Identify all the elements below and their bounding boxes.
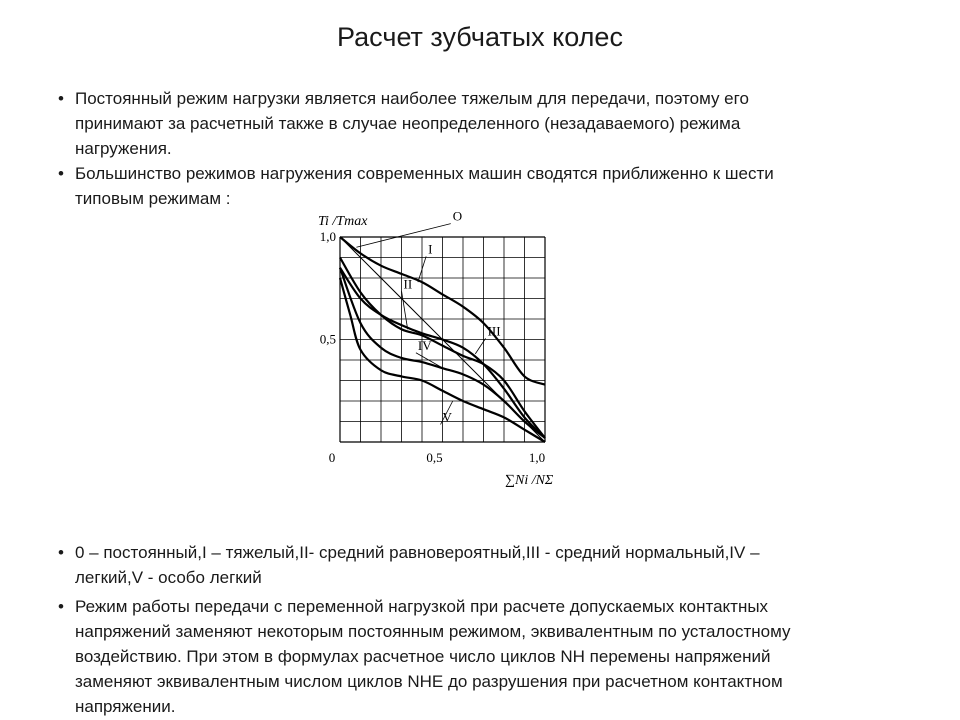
bullet-item [58,540,918,590]
series-label: I [428,241,433,257]
x-tick-label: 0,5 [426,450,443,465]
bullet-text: 0 – постоянный,I – тяжелый,II- средний равновероятный,III - средний нормальный,IV – легкий,V - особо легкий [75,543,760,587]
y-tick-label: 0,5 [319,331,336,347]
bullet-text: Большинство режимов нагружения современных машин сводятся приближенно к шести типовым режимам : [75,164,774,208]
bullet-marker: • [58,543,64,562]
bullet-text: Постоянный режим нагрузки является наиболее тяжелым для передачи, поэтому его принимают за расчетный также в случае неопределенного (незадаваемого) режима нагружения. [75,89,749,158]
x-tick-label: 1,0 [528,450,546,465]
series-label: IV [417,337,432,353]
y-tick-label: 1,0 [319,229,336,244]
bullet-marker: • [58,89,64,108]
x-axis-label: ∑Ni /NΣ [505,473,554,488]
y-axis-label: Ti /Tmax [318,214,368,229]
bullet-item [58,161,918,211]
series-leader-line [402,291,408,329]
bullet-marker: • [58,597,64,616]
bullet-item [58,86,918,161]
series-leader-line [356,224,450,248]
bullet-text: Режим работы передачи с переменной нагрузкой при расчете допускаемых контактных напряжений заменяют некоторым постоянным режимом, эквивалентным по усталостному воздействию. При этом в формулах расчетное число циклов NH перемены напряжений заменяют эквивалентным числом циклов NHE до разрушения при расчетном контактном напряжении. [75,597,791,716]
series-label: V [442,409,452,425]
bullet-item [58,594,918,719]
x-tick-label: 0 [328,450,336,465]
bullet-marker: • [58,164,64,183]
series-leader-line [475,338,485,353]
series-label: II [403,276,413,292]
load-modes-chart [295,205,575,495]
series-label: III [487,323,501,339]
slide-title: Расчет зубчатых колес [337,22,623,52]
series-label: О [452,208,463,224]
